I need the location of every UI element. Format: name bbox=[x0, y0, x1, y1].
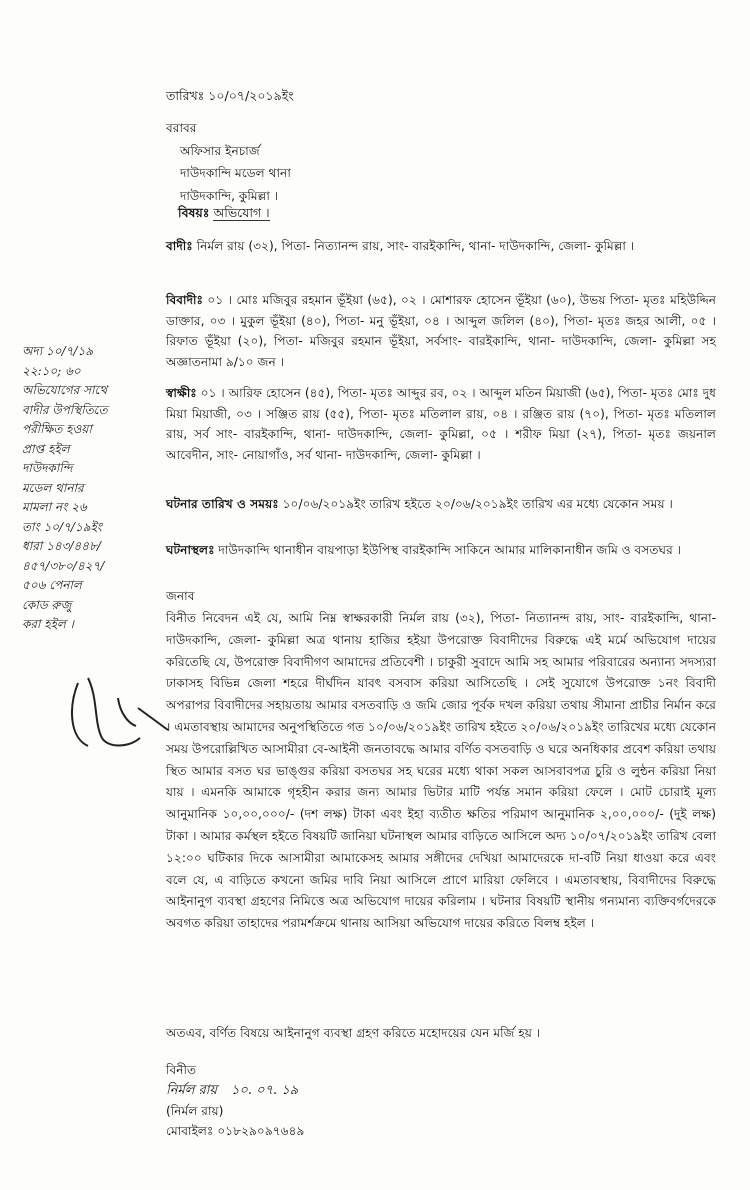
witnesses-paragraph bbox=[166, 383, 716, 465]
margin-note-line: দাউদকান্দি bbox=[22, 461, 73, 475]
salutation: জনাব bbox=[166, 589, 195, 603]
to-line: দাউদকান্দি, কুমিল্লা । bbox=[180, 188, 279, 203]
sign-off: বিনীত bbox=[166, 1063, 197, 1077]
letter-date: তারিখঃ ১০/০৭/২০১৯ইং bbox=[166, 88, 294, 103]
margin-note-line: পরীক্ষিত হওয়া bbox=[22, 422, 92, 436]
witness-label: স্বাক্ষীঃ bbox=[166, 386, 197, 400]
margin-note-line: মামলা নং ২৬ bbox=[22, 500, 87, 514]
signature-block bbox=[166, 1060, 304, 1141]
event-time-text: ১০/০৬/২০১৯ইং তারিখ হইতে ২০/০৬/২০১৯ইং তারিখ এর মধ্যে যেকোন সময় । bbox=[282, 497, 673, 511]
to-label: বরাবর bbox=[166, 121, 197, 135]
to-line: দাউদকান্দি মডেল থানা bbox=[180, 166, 291, 180]
handwritten-signature-line bbox=[166, 1080, 304, 1101]
subject-line bbox=[178, 205, 270, 225]
event-time-paragraph bbox=[166, 494, 716, 515]
event-place-label: ঘটনাস্থলঃ bbox=[166, 543, 215, 557]
defendant-label: বিবাদীঃ bbox=[166, 293, 203, 307]
to-line: অফিসার ইনচার্জ bbox=[180, 143, 260, 158]
subject-value: অভিযোগ । bbox=[213, 205, 270, 220]
margin-note-line: ৫০৬ পেনাল bbox=[22, 578, 82, 592]
defendants-paragraph bbox=[166, 290, 716, 372]
event-place-paragraph bbox=[166, 540, 716, 561]
margin-note-line: ধারা ১৪৩/৪৪৮/ bbox=[22, 539, 101, 553]
margin-note-line: ৪৫৭/৩৮০/৪২৭/ bbox=[22, 558, 105, 573]
defendants-text: ০১ । মোঃ মজিবুর রহমান ভূঁইয়া (৬৫), ০২ । মোশারফ হোসেন ভূঁইয়া (৬০), উভয় পিতা- মৃতঃ মহিউদ্দিন ডাক্তার, ০৩ । মুকুল ভূঁইয়া (৪০), পিতা- মনু ভূঁইয়া, ০৪ । আব্দুল জলিল (৪০), পিতা- মৃতঃ জহর আলী, ০৫ । রিফাত ভূঁইয়া (২০), পিতা- মজিবুর রহমান ভূঁইয়া, সর্বসাং- বারইকান্দি, থানা- দাউদকান্দি, জেলা- কুমিল্লা সহ অজ্ঞাতনামা ৯/১০ জন । bbox=[166, 293, 717, 369]
margin-note-line: করা হইল । bbox=[22, 617, 74, 631]
event-time-label: ঘটনার তারিখ ও সময়ঃ bbox=[166, 497, 279, 511]
signer-name: (নির্মল রায়) bbox=[166, 1104, 224, 1118]
margin-note-line: বাদীর উপস্থিতিতে bbox=[22, 402, 108, 417]
recipient-block bbox=[166, 117, 291, 207]
closing-line: অতএব, বর্ণিত বিষয়ে আইনানুগ ব্যবস্থা গ্রহণ করিতে মহোদয়ের যেন মর্জি হয় । bbox=[166, 1026, 541, 1040]
margin-note-line: ২২:১০; ৬০ bbox=[22, 363, 81, 378]
body-paragraph: বিনীত নিবেদন এই যে, আমি নিম্ন স্বাক্ষরকারী নির্মল রায় (৩২), পিতা- নিত্যানন্দ রায়, সাং- বারইকান্দি, থানা- দাউদকান্দি, জেলা- কুমিল্লা অত্র থানায় হাজির হইয়া উপরোক্ত বিবাদীদের বিরুদ্ধে এই মর্মে অভিযোগ দায়ের করিতেছি যে, উপরোক্ত বিবাদীগণ আমাদের প্রতিবেশী । চাকুরী সুবাদে আমি সহ আমার পরিবারের অন্যান্য সদস্যরা ঢাকাসহ বিভিন্ন জেলা শহরে দীর্ঘদিন যাবৎ বসবাস করিয়া আসিতেছি । সেই সুযোগে উপরোক্ত ১নং বিবাদী অপরাপর বিবাদীদের সহায়তায় আমার বসতবাড়ি ও জমি জোর পূর্বক দখল করিয়া তথায় সীমানা প্রাচীর নির্মান করে । এমতাবস্থায় আমাদের অনুপস্থিতিতে গত ১০/০৬/২০১৯ইং তারিখ হইতে ২০/০৬/২০১৯ইং তারিখের মধ্যে যেকোন সময় উপরোল্লিখিত আসামীরা বে-আইনী জনতাবদ্ধে আমার বর্ণিত বসতবাড়ি ও ঘরে অনধিকার প্রবেশ করিয়া তথায় স্থিত আমার বসত ঘর ভাঙ্গুর করিয়া বসতঘর সহ ঘরের মধ্যে থাকা সকল আসবাবপত্র চুরি ও লুন্ঠন করিয়া নিয়া যায় । এমনকি আমাকে গৃহহীন করার জন্য আমার ভিটার মাটি পর্যন্ত সমান করিয়া ফেলে । মোট চোরাই মূল্য আনুমানিক ১০,০০,০০০/- (দশ লক্ষ) টাকা এবং ইহা ব্যতীত ক্ষতির পরিমাণ আনুমানিক ২,০০,০০০/- (দুই লক্ষ) টাকা । আমার কর্মস্থল হইতে বিষয়টি জানিয়া ঘটনাস্থল আমার বাড়িতে আসিলে অদ্য ১০/০৭/২০১৯ইং তারিখ বেলা ১২:০০ ঘটিকার দিকে আসামীরা আমাকেসহ আমার সঙ্গীদের দেখিয়া আমাদেরকে দা-বটি নিয়া ধাওয়া করে এবং বলে যে, এ বাড়িতে কখনো জমির দাবি নিয়া আসিলে প্রাণে মারিয়া ফেলিবে । এমতাবস্থায়, বিবাদীদের বিরুদ্ধে আইনানুগ ব্যবস্থা গ্রহণের নিমিত্তে অত্র অভিযোগ দায়ের করিলাম । ঘটনার বিষয়টি স্থানীয় গন্যমান্য ব্যক্তিবর্গদেরকে অবগত করিয়া তাহাদের পরামর্শক্রমে থানায় আসিয়া অভিযোগ দায়ের করিতে বিলম্ব হইল । bbox=[166, 611, 716, 931]
witnesses-text: ০১ । আরিফ হোসেন (৪৫), পিতা- মৃতঃ আব্দুর রব, ০২ । আব্দুল মতিন মিয়াজী (৬৫), পিতা- মৃতঃ মোঃ দুধ মিয়া মিয়াজী, ০৩ । সঞ্জিত রায় (৫৫), পিতা- মৃতঃ মতিলাল রায়, ০৪ । রঞ্জিত রায় (৭০), পিতা- মৃতঃ মতিলাল রায়, সর্ব সাং- বারইকান্দি, থানা- দাউদকান্দি, জেলা- কুমিল্লা, ০৫ । শরীফ মিয়া (২৭), পিতা- মৃতঃ জয়নাল আবেদীন, সাং- নোয়াগাঁও, সর্ব থানা- দাউদকান্দি, জেলা- কুমিল্লা । bbox=[166, 386, 716, 462]
margin-note-line: প্রাপ্ত হইল bbox=[22, 441, 70, 456]
margin-note-line: তাং ১০/৭/১৯ইং bbox=[22, 519, 102, 534]
handwritten-signature: নির্মল রায় bbox=[166, 1083, 218, 1098]
margin-handwritten-note bbox=[22, 342, 172, 642]
plaintiff-text: নির্মল রায় (৩২), পিতা- নিত্যানন্দ রায়, সাং- বারইকান্দি, থানা- দাউদকান্দি, জেলা- কুমিল্লা । bbox=[196, 239, 635, 253]
margin-note-line: অদ্য ১০/৭/১৯ bbox=[22, 344, 94, 358]
margin-note-line: কোড রুজু bbox=[22, 597, 72, 612]
plaintiff-paragraph bbox=[166, 236, 716, 257]
subject-label: বিষয়ঃ bbox=[178, 205, 210, 220]
margin-note-line: মডেল থানার bbox=[22, 480, 84, 495]
mobile-number: মোবাইলঃ ০১৮২৯০৯৭৬৪৯ bbox=[166, 1124, 305, 1138]
handwritten-date: ১০. ০৭. ১৯ bbox=[230, 1083, 299, 1098]
margin-note-line: অভিযোগের সাথে bbox=[22, 383, 108, 397]
officer-signature-scribble bbox=[58, 668, 178, 758]
event-place-text: দাউদকান্দি থানাধীন বায়পাড়া ইউপিস্থ বারইকান্দি সাকিনে আমার মালিকানাধীন জমি ও বসতঘর । bbox=[218, 543, 682, 557]
plaintiff-label: বাদীঃ bbox=[166, 239, 193, 253]
